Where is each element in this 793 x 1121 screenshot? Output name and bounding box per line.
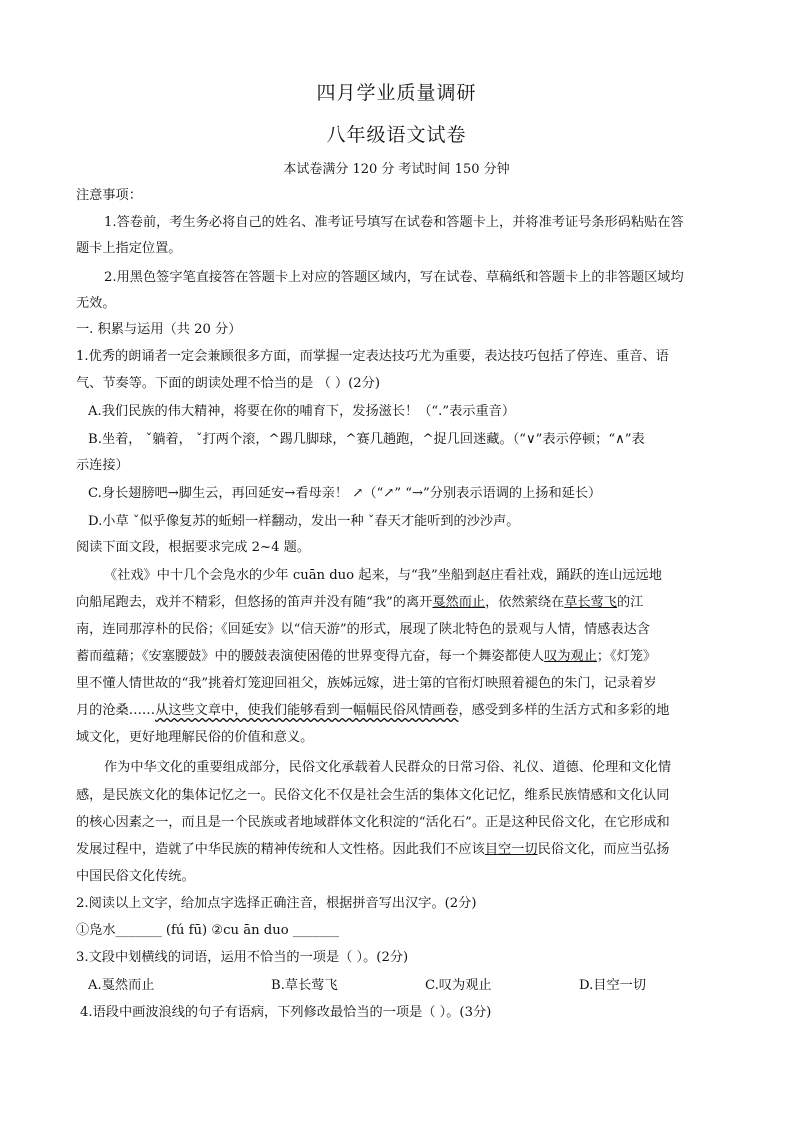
text-segment: 蓄而蕴藉；《安塞腰鼓》中的腰鼓表演使困倦的世界变得亢奋，每一个舞姿都使人 <box>76 649 545 664</box>
section-1-heading: 一. 积累与运用（共 20 分） <box>76 322 242 337</box>
wavy-underlined-sentence: 从这些文章中，使我们能够看到一幅幅民俗风情画卷 <box>155 703 459 718</box>
passage-p2-line-2: 感，是民族文化的集体记忆之一。民俗文化不仅是社会生活的集体文化记忆，维系民族情感和文化认同 <box>76 788 670 803</box>
underlined-word-3: 叹为观止 <box>544 649 597 664</box>
passage-p2-line-4 <box>76 840 716 860</box>
note-2-line-2: 无效。 <box>76 296 116 311</box>
notes-heading: 注意事项： <box>76 188 142 203</box>
note-2-line-1: 2.用黑色签字笔直接答在答题卡上对应的答题区域内，写在试卷、草稿纸和答题卡上的非答题区域均 <box>104 270 684 285</box>
reading-intro: 阅读下面文段，根据要求完成 2~4 题。 <box>76 540 311 555</box>
passage-p2-line-5: 中国民俗文化传统。 <box>76 869 195 884</box>
underlined-word-2: 草长莺飞 <box>564 595 617 610</box>
exam-title: 四月学业质量调研 <box>316 82 477 104</box>
question-3-option-a: A.戛然而止 <box>88 978 155 993</box>
passage-p1-line-7: 域文化，更好地理解民俗的价值和意义。 <box>76 730 314 745</box>
question-4: 4.语段中画波浪线的句子有语病，下列修改最恰当的一项是（ ）。(3分) <box>80 1005 492 1020</box>
exam-info: 本试卷满分 120 分 考试时间 150 分钟 <box>283 162 510 177</box>
text-segment: ，感受到多样的生活方式和多彩的地 <box>458 703 670 718</box>
question-3-option-d: D.目空一切 <box>579 978 647 993</box>
note-1-line-2: 题卡上指定位置。 <box>76 241 182 256</box>
question-2: 2.阅读以上文字，给加点字选择正确注音，根据拼音写出汉字。(2分) <box>76 896 477 911</box>
text-segment: ，依然萦绕在 <box>485 595 565 610</box>
text-segment: 发展过程中，造就了中华民族的精神传统和人文性格。因此我们不应该 <box>76 842 485 857</box>
text-segment: 月的沧桑…… <box>76 703 156 718</box>
question-1-line-1: 1.优秀的朗诵者一定会兼顾很多方面，而掌握一定表达技巧尤为重要，表达技巧包括了停连、重音、语 <box>76 349 669 364</box>
passage-p2-line-1: 作为中华文化的重要组成部分，民俗文化承载着人民群众的日常习俗、礼仪、道德、伦理和文化情 <box>104 760 672 775</box>
text-segment: 的江 <box>616 595 644 610</box>
passage-p1-line-1: 《社戏》中十几个会凫水的少年 cuān duo 起来，与“我”坐船到赵庄看社戏，踊跃的连山远远地 <box>104 568 662 583</box>
text-segment: ；《灯笼》 <box>596 649 657 664</box>
question-3-option-c: C.叹为观止 <box>425 978 492 993</box>
question-1-line-2: 气、节奏等。下面的朗读处理不恰当的是 （ ）(2分) <box>76 376 380 391</box>
question-1-option-b-line-1: B.坐着， ˇ躺着， ˇ打两个滚，^踢几脚球，^赛几趟跑，^捉几回迷藏。（“∨”表示停顿；“∧”表 <box>88 432 645 447</box>
text-segment: 向船尾跑去，戏并不精彩，但悠扬的笛声并没有随“我”的离开 <box>76 595 433 610</box>
underlined-word-4: 目空一切 <box>484 842 538 857</box>
question-1-option-d: D.小草 ˇ似乎像复苏的蚯蚓一样翻动，发出一种 ˇ春天才能听到的沙沙声。 <box>88 514 520 529</box>
passage-p1-line-4 <box>76 647 716 667</box>
passage-p1-line-2 <box>76 593 716 613</box>
note-1-line-1: 1.答卷前，考生务必将自己的姓名、准考证号填写在试卷和答题卡上，并将准考证号条形码粘贴在答 <box>104 215 684 230</box>
question-2-blanks: ①凫水_______ (fú fū) ②cu ān duo _______ <box>76 923 339 938</box>
question-3: 3.文段中划横线的词语，运用不恰当的一项是（ ）。(2分) <box>76 950 409 965</box>
passage-p1-line-3: 南，连同那淳朴的民俗；《回延安》以“信天游”的形式，展现了陕北特色的景观与人情，情感表达含 <box>76 622 650 637</box>
passage-p1-line-5: 里不懂人情世故的“我”挑着灯笼迎回祖父，族姊远嫁，进士第的官衔灯映照着褪色的朱门，记录着岁 <box>76 676 657 691</box>
question-1-option-c: C.身长翅膀吧→脚生云，再回延安→看母亲！ ↗（“↗” “→”分别表示语调的上扬和延长） <box>88 486 602 501</box>
question-1-option-a: A.我们民族的伟大精神，将要在你的哺育下，发扬滋长！（“.”表示重音） <box>88 404 516 419</box>
question-1-option-b-line-2: 示连接） <box>76 458 129 473</box>
question-3-option-b: B.草长莺飞 <box>271 978 338 993</box>
underlined-word-1: 戛然而止 <box>432 595 486 610</box>
exam-subject-title: 八年级语文试卷 <box>326 124 467 146</box>
passage-p2-line-3: 的核心因素之一，而且是一个民族或者地域群体文化积淀的“活化石”。正是这种民俗文化，在它形成和 <box>76 815 670 830</box>
text-segment: 民俗文化，而应当弘扬 <box>537 842 670 857</box>
passage-p1-line-6 <box>76 701 716 721</box>
